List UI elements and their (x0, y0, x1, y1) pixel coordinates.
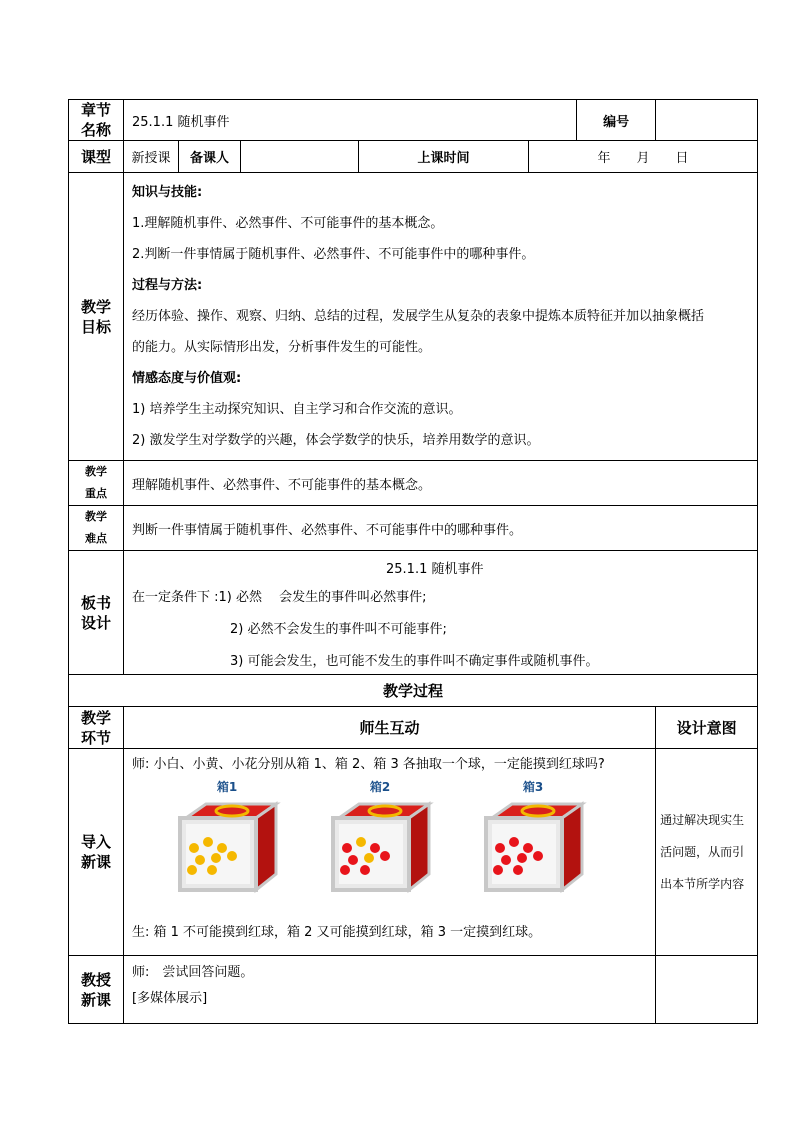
box-label: 箱1 (216, 780, 238, 794)
ball (495, 843, 505, 853)
goals-line: 过程与方法: (132, 278, 203, 293)
goals-line: 的能力。从实际情形出发，分析事件发生的可能性。 (132, 340, 432, 355)
goals-line: 情感态度与价值观: (132, 371, 242, 386)
ball (370, 843, 380, 853)
ball (533, 851, 543, 861)
goals-line: 1.理解随机事件、必然事件、不可能事件的基本概念。 (132, 216, 444, 231)
intro-content (124, 749, 656, 956)
goals-content (124, 173, 758, 461)
chapter-label: 章节名称 (69, 100, 124, 141)
preparer-label: 备课人 (179, 141, 241, 173)
ball (195, 855, 205, 865)
goals-line: 2.判断一件事情属于随机事件、必然事件、不可能事件中的哪种事件。 (132, 247, 535, 262)
ball (364, 853, 374, 863)
lesson-plan-table (68, 99, 758, 1024)
board-title: 25.1.1 随机事件 (386, 561, 484, 577)
number-value (656, 100, 758, 141)
board-line-1: 在一定条件下 :1) 必然 会发生的事件叫必然事件; (132, 589, 427, 605)
ball (189, 843, 199, 853)
ball (187, 865, 197, 875)
box-graphic (478, 798, 588, 898)
ball (356, 837, 366, 847)
goals-line: 1) 培养学生主动探究知识、自主学习和合作交流的意识。 (132, 402, 462, 417)
box-2 (325, 776, 435, 902)
process-title: 教学过程 (69, 675, 758, 707)
box-graphic (172, 798, 282, 898)
new-lesson-intent (656, 956, 758, 1024)
ball (203, 837, 213, 847)
number-label: 编号 (577, 100, 656, 141)
box-label: 箱3 (522, 780, 544, 794)
ball (509, 837, 519, 847)
board-line-2: 2) 必然不会发生的事件叫不可能事件; (230, 621, 447, 637)
ball (517, 853, 527, 863)
ball (380, 851, 390, 861)
type-value: 新授课 (124, 141, 179, 173)
new-lesson-content (124, 956, 656, 1024)
board-label: 板书设计 (69, 551, 124, 675)
preparer-value (241, 141, 359, 173)
box-graphic (325, 798, 435, 898)
new-lesson-line-2: [多媒体展示] (132, 991, 208, 1006)
ball (340, 865, 350, 875)
boxes-illustration (132, 776, 647, 916)
new-lesson-label: 教授新课 (69, 956, 124, 1024)
goals-line: 经历体验、操作、观察、归纳、总结的过程，发展学生从复杂的表象中提炼本质特征并加以抽象概括 (132, 309, 705, 324)
ball (493, 865, 503, 875)
ball (227, 851, 237, 861)
ball (217, 843, 227, 853)
goals-line: 2) 激发学生对学数学的兴趣，体会学数学的快乐，培养用数学的意识。 (132, 433, 540, 448)
box-1 (172, 776, 282, 902)
ball (501, 855, 511, 865)
chapter-value: 25.1.1 随机事件 (124, 100, 577, 141)
ball (360, 865, 370, 875)
date-value: 年 月 日 (529, 141, 758, 173)
key-point-text: 理解随机事件、必然事件、不可能事件的基本概念。 (124, 461, 758, 506)
interaction-column-header: 师生互动 (124, 707, 656, 749)
box-3 (478, 776, 588, 902)
goals-label: 教学目标 (69, 173, 124, 461)
stage-column-header: 教学环节 (69, 707, 124, 749)
ball (342, 843, 352, 853)
board-content (124, 551, 758, 675)
intro-question: 师: 小白、小黄、小花分别从箱 1、箱 2、箱 3 各抽取一个球，一定能摸到红球吗? (132, 757, 605, 772)
key-point-label: 教学重点 (69, 461, 124, 506)
board-line-3: 3) 可能会发生，也可能不发生的事件叫不确定事件或随机事件。 (230, 653, 599, 669)
ball (513, 865, 523, 875)
intent-column-header: 设计意图 (656, 707, 758, 749)
intro-intent: 通过解决现实生活问题，从而引出本节所学内容 (656, 749, 758, 956)
type-label: 课型 (69, 141, 124, 173)
new-lesson-line-1: 师: 尝试回答问题。 (132, 965, 254, 980)
difficulty-text: 判断一件事情属于随机事件、必然事件、不可能事件中的哪种事件。 (124, 506, 758, 551)
time-label: 上课时间 (359, 141, 529, 173)
goals-line: 知识与技能: (132, 185, 203, 200)
ball (523, 843, 533, 853)
ball (211, 853, 221, 863)
ball (348, 855, 358, 865)
intro-label: 导入新课 (69, 749, 124, 956)
intro-answer: 生: 箱 1 不可能摸到红球，箱 2 又可能摸到红球，箱 3 一定摸到红球。 (132, 925, 542, 940)
difficulty-label: 教学难点 (69, 506, 124, 551)
box-label: 箱2 (369, 780, 391, 794)
ball (207, 865, 217, 875)
